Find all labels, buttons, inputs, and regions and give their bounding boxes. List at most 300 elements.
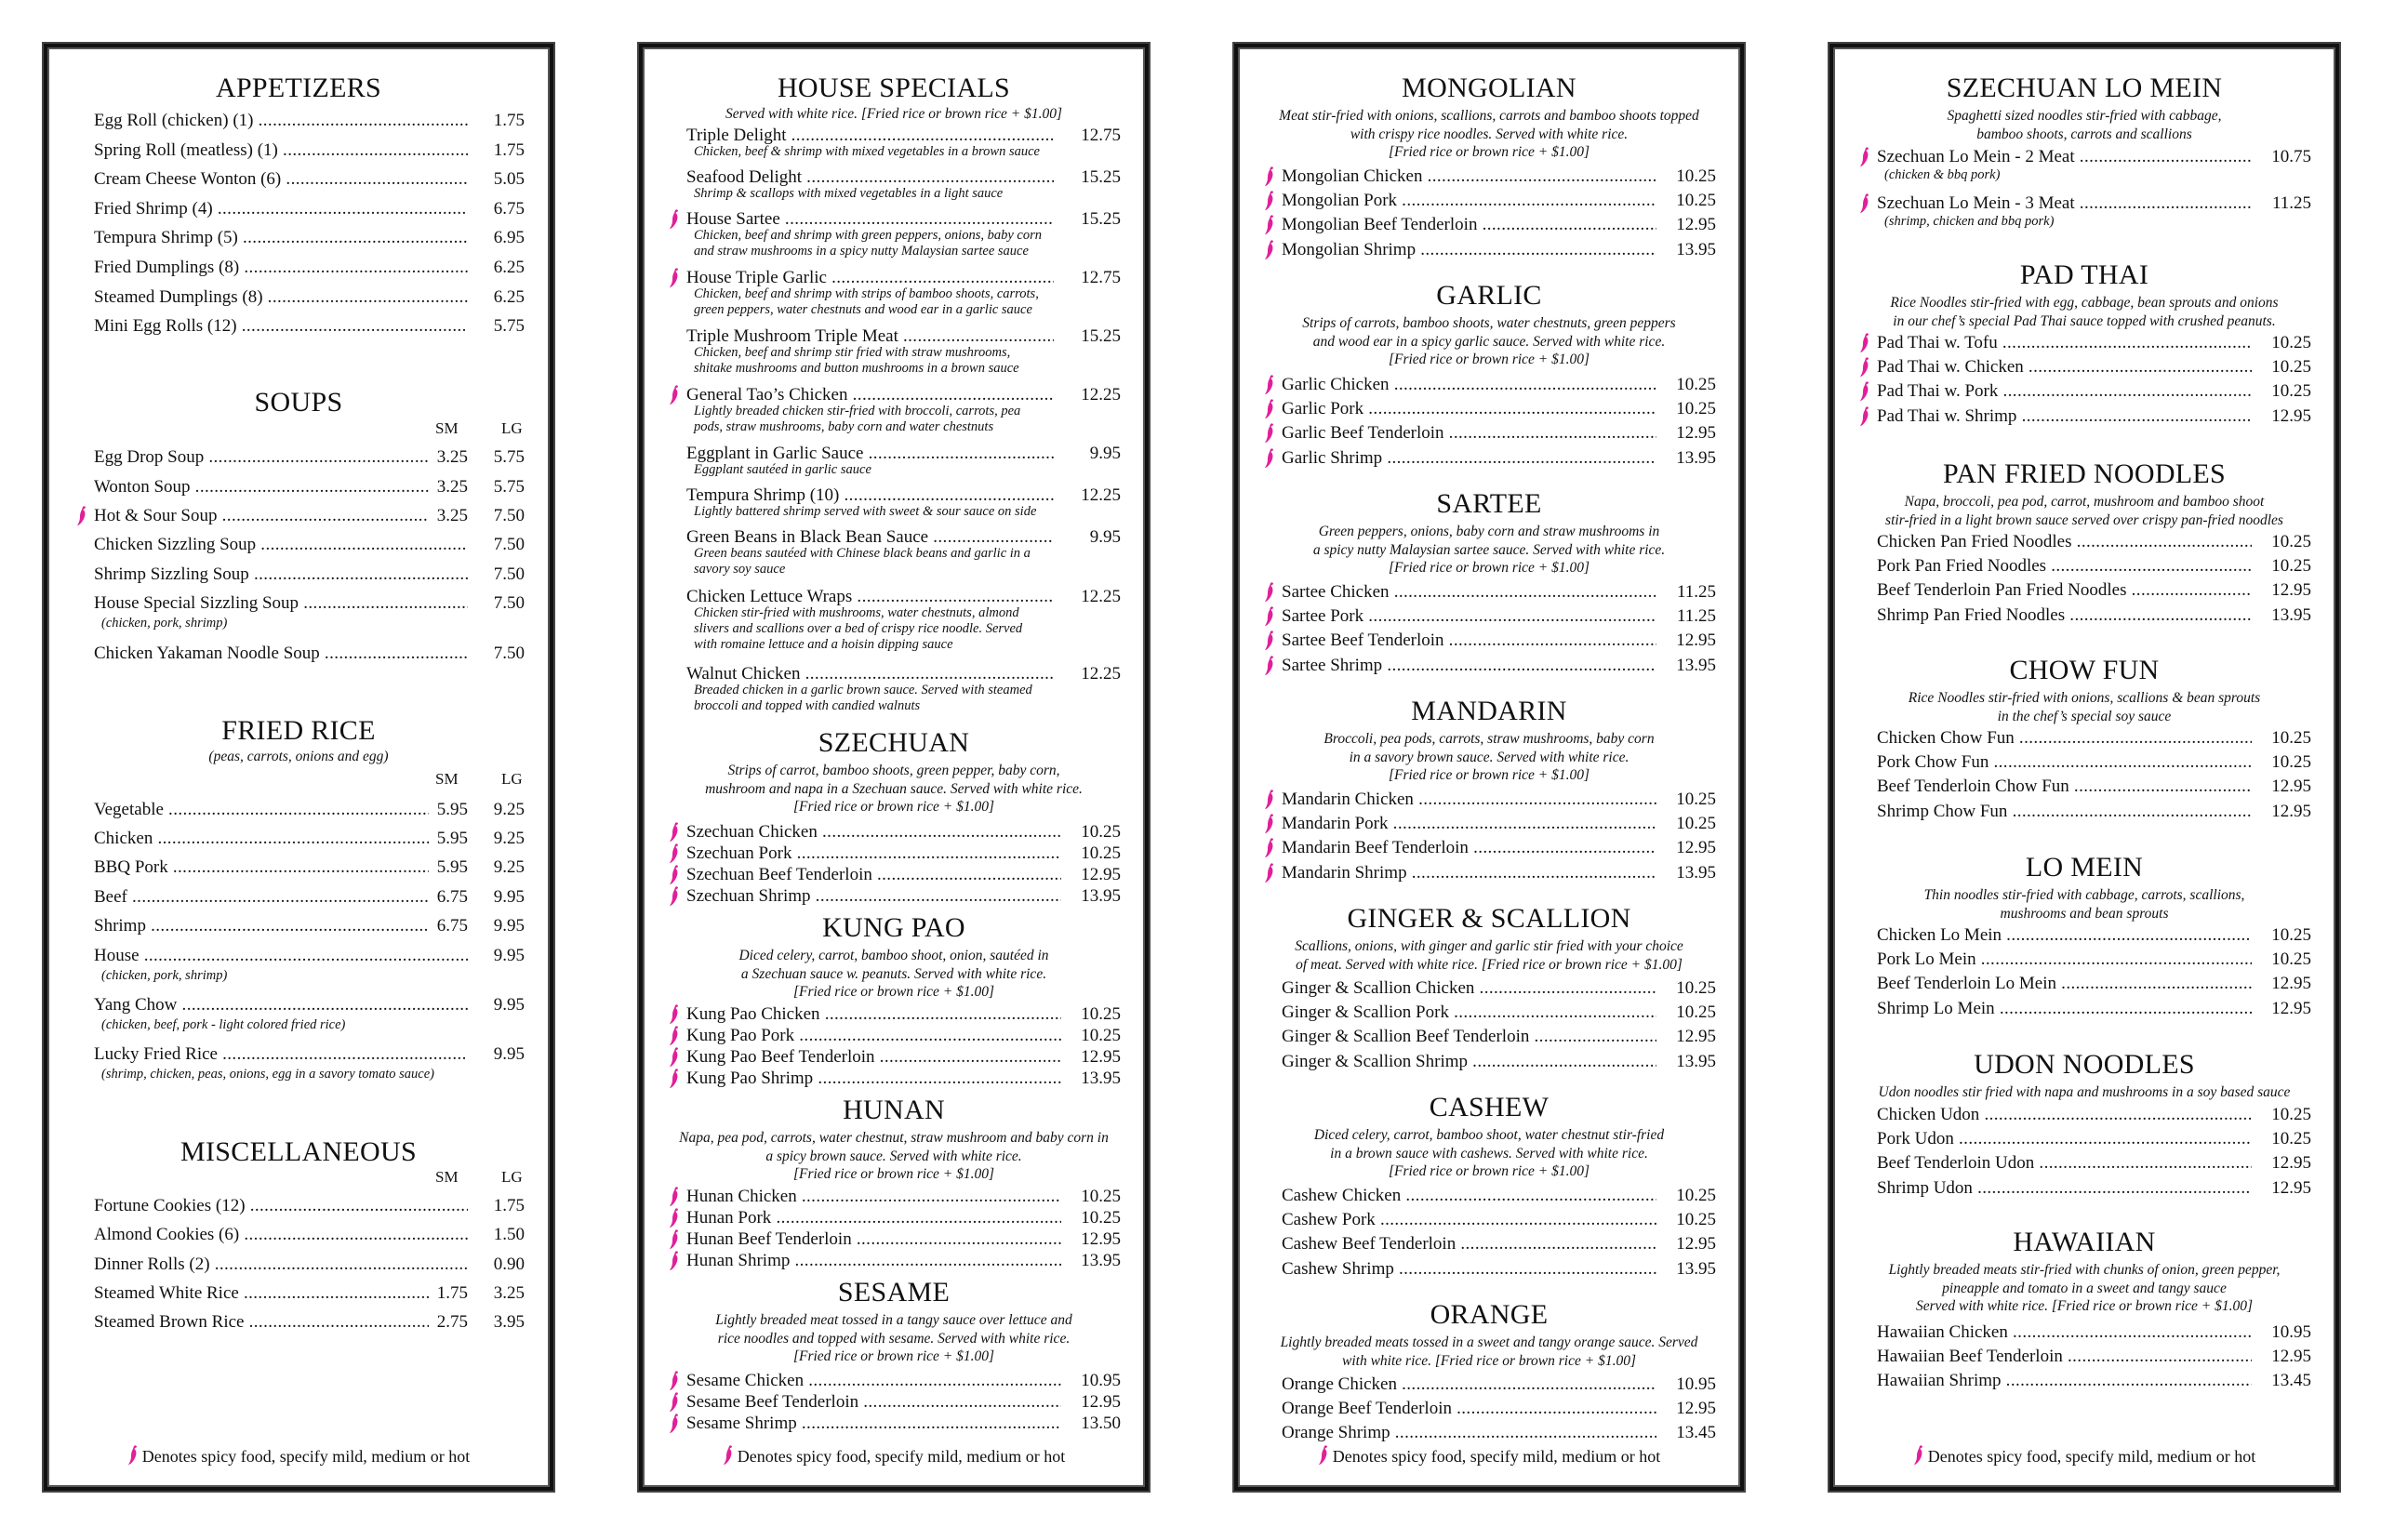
item-name (1877, 1151, 2252, 1175)
section-description: Napa, pea pod, carrots, water chestnut, straw mushroom and baby corn in (679, 1130, 1109, 1146)
item-price: 12.75 (1081, 126, 1121, 145)
item-price-small: 3.25 (429, 475, 468, 499)
item-name-text: Shrimp Sizzling Soup (94, 564, 249, 584)
item-name (1282, 1421, 1656, 1445)
item-price: 12.95 (2271, 974, 2311, 994)
item-name (1282, 165, 1656, 189)
spicy-pepper-icon (1264, 191, 1275, 211)
item-name (1282, 1257, 1656, 1281)
menu-item (1238, 189, 1740, 213)
item-name (1877, 331, 2252, 355)
spicy-pepper-icon (669, 1208, 680, 1228)
item-name-text: Hunan Beef Tenderloin (686, 1229, 852, 1249)
item-name (94, 885, 429, 909)
item-name-text: Ginger & Scallion Shrimp (1282, 1051, 1469, 1071)
item-name-text: Shrimp Pan Fried Noodles (1877, 604, 2066, 625)
item-price: 7.50 (493, 564, 525, 584)
menu-item (1833, 1151, 2335, 1175)
column-header-large: LG (501, 419, 523, 437)
item-name (686, 1067, 1061, 1091)
menu-item (643, 1412, 1145, 1436)
item-name-text: Almond Cookies (6) (94, 1225, 240, 1245)
item-name-text: Ginger & Scallion Pork (1282, 1002, 1449, 1023)
item-price: 10.25 (1676, 790, 1716, 809)
item-price: 7.50 (493, 644, 525, 663)
item-name-text: House Sartee (686, 209, 780, 229)
item-name-text: Cashew Pork (1282, 1210, 1376, 1230)
item-price: 12.95 (2271, 801, 2311, 821)
item-price: 12.95 (1676, 631, 1716, 651)
section-description: with crispy rice noodles. Served with white rice. (1350, 126, 1629, 142)
menu-item (1833, 972, 2335, 996)
spicy-pepper-icon (669, 1004, 680, 1025)
spicy-pepper-icon (669, 1229, 680, 1250)
section-title: HUNAN (843, 1095, 945, 1125)
item-price: 10.25 (1676, 1210, 1716, 1230)
menu-item (1238, 165, 1740, 189)
section-description: Strips of carrot, bamboo shoots, green pepper, baby corn, (727, 763, 1060, 778)
item-price: 13.45 (2271, 1371, 2311, 1391)
menu-item (47, 914, 550, 938)
item-price: 13.95 (1081, 886, 1121, 906)
item-price: 10.25 (1676, 399, 1716, 419)
menu-item (47, 109, 550, 133)
item-price: 10.25 (1081, 1187, 1121, 1206)
spicy-pepper-icon (669, 1026, 680, 1046)
menu-item (47, 197, 550, 221)
section-description: [Fried rice or brown rice + $1.00] (792, 799, 995, 815)
spicy-legend (1833, 1445, 2335, 1467)
item-name (94, 914, 429, 938)
section-description: [Fried rice or brown rice + $1.00] (792, 1348, 995, 1364)
menu-item (1833, 554, 2335, 578)
item-price: 9.95 (1089, 444, 1121, 463)
item-price: 10.25 (1081, 1208, 1121, 1228)
item-price: 0.90 (493, 1254, 525, 1274)
item-price-small: 5.95 (429, 856, 468, 880)
spicy-pepper-icon (669, 843, 680, 864)
item-name (1877, 355, 2252, 379)
spicy-pepper-icon (1264, 838, 1275, 858)
item-name-text: Chicken (94, 829, 153, 848)
item-name (1877, 604, 2252, 628)
item-price: 12.95 (1081, 1392, 1121, 1412)
menu-item (1238, 1184, 1740, 1208)
section-description: Broccoli, pea pods, carrots, straw mushrooms, baby corn (1324, 731, 1655, 747)
item-price-small: 1.75 (429, 1281, 468, 1306)
item-name-text: Pork Lo Mein (1877, 949, 1976, 970)
section-description: Served with white rice. [Fried rice or brown rice + $1.00] (1915, 1298, 2254, 1314)
item-price-small: 3.25 (429, 504, 468, 528)
menu-item (47, 798, 550, 822)
menu-item (1238, 421, 1740, 445)
spicy-pepper-icon (1859, 193, 1870, 214)
item-name (94, 1042, 468, 1067)
item-name-text: Pad Thai w. Tofu (1877, 333, 1998, 352)
menu-item (1833, 800, 2335, 824)
item-price: 7.50 (493, 535, 525, 554)
section-description: Rice Noodles stir-fried with egg, cabbage, bean sprouts and onions (1890, 295, 2279, 311)
item-name (1877, 948, 2252, 972)
item-price: 10.25 (2271, 949, 2311, 970)
item-price: 10.25 (1081, 822, 1121, 842)
section-title: SARTEE (1436, 488, 1542, 519)
item-name-text: Orange Beef Tenderloin (1282, 1399, 1452, 1419)
spicy-pepper-icon (1264, 240, 1275, 260)
section-description: [Fried rice or brown rice + $1.00] (792, 984, 995, 1000)
item-price: 6.95 (493, 228, 525, 248)
section-title: SESAME (837, 1277, 951, 1308)
menu-item (1238, 1208, 1740, 1232)
menu-item (1238, 580, 1740, 604)
item-note: Green beans sautéed with Chinese black beans and garlic in a (694, 546, 1031, 561)
menu-item (1238, 213, 1740, 237)
menu-item (643, 1067, 1145, 1091)
item-note: (chicken, pork, shrimp) (101, 968, 228, 983)
section-description: (peas, carrots, onions and egg) (208, 749, 389, 764)
item-name-text: Beef Tenderloin Udon (1877, 1153, 2035, 1174)
item-name (1282, 189, 1656, 213)
item-note: Chicken, beef & shrimp with mixed vegetables in a brown sauce (694, 144, 1040, 159)
spicy-pepper-icon (1264, 423, 1275, 444)
menu-item (1833, 331, 2335, 355)
item-name-text: Steamed Dumplings (8) (94, 286, 263, 307)
item-name (1877, 1369, 2252, 1393)
menu-item (47, 1281, 550, 1306)
section-description: Lightly breaded meats tossed in a sweet and tangy orange sauce. Served (1280, 1334, 1698, 1350)
menu-item (1238, 1373, 1740, 1397)
item-name-text: Ginger & Scallion Beef Tenderloin (1282, 1027, 1530, 1047)
section-description: [Fried rice or brown rice + $1.00] (1388, 767, 1590, 783)
item-price: 10.25 (1081, 843, 1121, 863)
item-price: 9.95 (493, 887, 525, 907)
item-name (1877, 1345, 2252, 1369)
menu-item (1238, 654, 1740, 678)
item-name-text: Mongolian Chicken (1282, 166, 1423, 186)
item-name (94, 1253, 468, 1277)
item-name (1282, 1373, 1656, 1397)
menu-item (47, 167, 550, 192)
section-description: in a brown sauce with cashews. Served with white rice. (1330, 1145, 1648, 1162)
item-price: 10.25 (2271, 752, 2311, 773)
menu-item (1238, 373, 1740, 397)
section-title: GARLIC (1436, 280, 1542, 311)
item-name-text: Wonton Soup (94, 477, 191, 497)
item-name (94, 563, 468, 587)
item-name-text: House Triple Garlic (686, 268, 827, 287)
item-name-text: Fried Dumplings (8) (94, 258, 240, 277)
item-price: 12.95 (1676, 215, 1716, 235)
item-price: 13.95 (1676, 447, 1716, 468)
item-name-text: Pad Thai w. Shrimp (1877, 405, 2017, 426)
spicy-pepper-icon (1264, 656, 1275, 676)
item-note: with romaine lettuce and a hoisin dipping sauce (694, 637, 953, 652)
menu-item (47, 504, 550, 528)
spicy-pepper-icon (669, 385, 680, 405)
item-price: 12.95 (2271, 1177, 2311, 1198)
item-name-text: Pork Pan Fried Noodles (1877, 556, 2047, 577)
item-name (1282, 788, 1656, 812)
menu-panel-4 (1829, 44, 2339, 1491)
item-note: (shrimp, chicken, peas, onions, egg in a savory tomato sauce) (101, 1067, 435, 1082)
item-name-text: Hawaiian Chicken (1877, 1322, 2008, 1342)
section-description: a spicy brown sauce. Served with white rice. (765, 1148, 1022, 1164)
menu-item (1238, 1025, 1740, 1049)
section-description: mushroom and napa in a Szechuan sauce. Served with white rice. (705, 780, 1083, 797)
item-price: 6.75 (493, 198, 525, 219)
section-description: Meat stir-fried with onions, scallions, carrots and bamboo shoots topped (1279, 108, 1699, 124)
column-header-large: LG (501, 770, 523, 788)
item-name (1282, 1184, 1656, 1208)
item-price-small: 6.75 (429, 885, 468, 909)
item-note: (chicken, pork, shrimp) (101, 616, 228, 631)
section-description: bamboo shoots, carrots and scallions (1976, 126, 2192, 142)
item-price: 12.25 (1081, 587, 1121, 606)
menu-item (1833, 1345, 2335, 1369)
menu-panel-1 (44, 44, 553, 1491)
item-price: 10.25 (1081, 1026, 1121, 1045)
item-price: 7.50 (493, 506, 525, 525)
item-name (94, 798, 429, 822)
item-name-text: Lucky Fried Rice (94, 1044, 218, 1064)
section-title: HOUSE SPECIALS (777, 73, 1011, 103)
item-price: 13.95 (1676, 239, 1716, 259)
item-price: 9.95 (493, 1044, 525, 1064)
menu-item (47, 563, 550, 587)
item-name-text: Sesame Shrimp (686, 1414, 797, 1433)
menu-item (1833, 1103, 2335, 1127)
item-price: 11.25 (1676, 606, 1716, 627)
menu-item (47, 1194, 550, 1218)
spicy-pepper-icon (1859, 406, 1870, 427)
menu-item (47, 285, 550, 310)
section-description: Scallions, onions, with ginger and garlic stir fried with your choice (1295, 938, 1683, 954)
item-name-text: Kung Pao Shrimp (686, 1069, 814, 1088)
item-price: 10.75 (2271, 147, 2311, 166)
item-name (1877, 554, 2252, 578)
item-name (1282, 1001, 1656, 1025)
item-note: (shrimp, chicken and bbq pork) (1884, 214, 2055, 229)
item-price: 10.25 (2271, 333, 2311, 352)
menu-item (47, 256, 550, 280)
spicy-pepper-icon (1264, 790, 1275, 810)
item-name-text: Fried Shrimp (4) (94, 198, 213, 219)
spicy-pepper-icon (669, 865, 680, 885)
section-description: in a savory brown sauce. Served with white rice. (1349, 749, 1629, 765)
item-note: and straw mushrooms in a spicy nutty Malaysian sartee sauce (694, 244, 1029, 259)
item-name-text: Orange Chicken (1282, 1374, 1397, 1394)
item-name (94, 533, 468, 557)
spicy-pepper-icon (669, 1251, 680, 1271)
column-header-small: SM (435, 419, 459, 437)
item-name (1282, 213, 1656, 237)
item-price: 12.95 (1676, 1027, 1716, 1047)
section-description: [Fried rice or brown rice + $1.00] (1388, 352, 1590, 367)
section-description: Thin noodles stir-fried with cabbage, carrots, scallions, (1923, 887, 2245, 903)
item-note: pods, straw mushrooms, baby corn and water chestnuts (694, 419, 994, 434)
item-price: 12.25 (1081, 385, 1121, 405)
item-price: 12.95 (2271, 580, 2311, 601)
menu-item (1238, 861, 1740, 885)
section-description: [Fried rice or brown rice + $1.00] (1388, 144, 1590, 160)
item-price: 10.25 (1676, 1002, 1716, 1023)
menu-item (1833, 192, 2335, 216)
menu-item (1833, 997, 2335, 1021)
menu-item (1238, 976, 1740, 1001)
section-title: APPETIZERS (215, 73, 382, 103)
menu-item (47, 139, 550, 163)
item-name (1282, 397, 1656, 421)
item-name-text: Hot & Sour Soup (94, 506, 218, 525)
item-note: savory soy sauce (694, 562, 786, 577)
menu-panel-3 (1234, 44, 1744, 1491)
item-name-text: Mini Egg Rolls (12) (94, 316, 237, 337)
item-name-text: Hawaiian Shrimp (1877, 1371, 2002, 1391)
menu-item (47, 642, 550, 666)
item-name-text: Sartee Beef Tenderloin (1282, 631, 1444, 651)
menu-item (1833, 379, 2335, 404)
item-name (1282, 836, 1656, 860)
section-description: rice noodles and topped with sesame. Served with white rice. (717, 1330, 1071, 1347)
item-name-text: Dinner Rolls (2) (94, 1254, 210, 1274)
item-name-text: Pad Thai w. Chicken (1877, 357, 2024, 378)
item-price: 12.95 (1676, 1234, 1716, 1255)
item-name-text: Chicken Udon (1877, 1105, 1980, 1124)
item-name (94, 139, 468, 163)
item-name-text: Orange Shrimp (1282, 1423, 1390, 1443)
item-name-text: Garlic Shrimp (1282, 447, 1383, 468)
section-title: PAN FRIED NOODLES (1942, 458, 2227, 489)
item-name (94, 1310, 429, 1334)
menu-item (1833, 948, 2335, 972)
item-price: 10.25 (1081, 1004, 1121, 1024)
item-name-text: Mongolian Pork (1282, 191, 1398, 211)
item-price: 5.75 (493, 316, 525, 337)
item-name-text: Szechuan Beef Tenderloin (686, 865, 872, 884)
item-name-text: Ginger & Scallion Chicken (1282, 978, 1475, 998)
menu-item (1833, 1127, 2335, 1151)
item-price: 15.25 (1081, 209, 1121, 229)
spicy-pepper-icon (1264, 166, 1275, 187)
item-price: 3.25 (493, 1282, 525, 1303)
item-note: (chicken & bbq pork) (1884, 167, 2001, 182)
item-price: 10.95 (2271, 1322, 2311, 1342)
item-name (1877, 192, 2252, 216)
item-price-small: 5.95 (429, 827, 468, 851)
item-name-text: Steamed White Rice (94, 1282, 239, 1303)
item-name (94, 944, 468, 968)
spicy-pepper-icon (127, 1445, 139, 1466)
item-name-text: Sesame Chicken (686, 1371, 805, 1390)
column-header-small: SM (435, 1168, 459, 1186)
item-price: 12.95 (1676, 423, 1716, 444)
item-name-text: Steamed Brown Rice (94, 1312, 245, 1333)
column-header-small: SM (435, 770, 459, 788)
item-name (1282, 976, 1656, 1001)
item-name-text: Mandarin Beef Tenderloin (1282, 838, 1469, 858)
item-name-text: Mongolian Beef Tenderloin (1282, 215, 1478, 235)
menu-item (1238, 1001, 1740, 1025)
item-price: 12.95 (1081, 1047, 1121, 1067)
item-price: 13.95 (2271, 604, 2311, 625)
item-name-text: Sesame Beef Tenderloin (686, 1392, 859, 1412)
item-name-text: Sartee Chicken (1282, 582, 1390, 602)
item-price: 10.25 (2271, 728, 2311, 748)
section-description: Diced celery, carrot, bamboo shoot, onion, sautéed in (738, 948, 1049, 963)
item-name (1877, 1321, 2252, 1345)
item-name (94, 314, 468, 339)
item-price: 10.25 (1676, 1186, 1716, 1205)
item-name (1282, 812, 1656, 836)
item-name (94, 591, 468, 616)
spicy-pepper-icon (1318, 1445, 1329, 1466)
menu-item (1833, 750, 2335, 775)
item-name-text: Spring Roll (meatless) (1) (94, 139, 278, 160)
item-name (94, 504, 429, 528)
item-name-text: Egg Roll (chicken) (1) (94, 111, 254, 130)
section-title: MISCELLANEOUS (180, 1136, 417, 1167)
item-note: Lightly breaded chicken stir-fried with broccoli, carrots, pea (694, 404, 1021, 418)
spicy-legend-text: Denotes spicy food, specify mild, medium or hot (737, 1447, 1066, 1466)
section-description: Spaghetti sized noodles stir-fried with cabbage, (1947, 108, 2222, 124)
menu-item (1238, 238, 1740, 262)
item-price: 13.95 (1676, 1258, 1716, 1279)
menu-item (1238, 812, 1740, 836)
item-price: 13.45 (1676, 1423, 1716, 1443)
menu-item (1238, 1397, 1740, 1421)
item-price: 10.25 (1676, 814, 1716, 834)
item-name-text: Triple Delight (686, 126, 787, 145)
menu-item (47, 856, 550, 880)
item-price: 3.95 (493, 1312, 525, 1333)
item-name-text: Cream Cheese Wonton (6) (94, 169, 282, 190)
menu-item (47, 591, 550, 616)
item-price: 9.25 (493, 800, 525, 819)
item-price: 10.25 (2271, 532, 2311, 551)
section-description: [Fried rice or brown rice + $1.00] (792, 1166, 995, 1182)
item-name-text: Chicken Lettuce Wraps (686, 587, 853, 606)
menu-item (1238, 1050, 1740, 1074)
item-price: 12.25 (1081, 485, 1121, 505)
item-name-text: Cashew Shrimp (1282, 1258, 1394, 1279)
item-name-text: Szechuan Lo Mein - 2 Meat (1877, 147, 2075, 166)
item-name-text: Chicken Lo Mein (1877, 925, 2002, 945)
menu-item (1833, 355, 2335, 379)
item-price: 9.25 (493, 857, 525, 877)
spicy-pepper-icon (669, 1187, 680, 1207)
item-name (1282, 580, 1656, 604)
menu-item (1238, 1257, 1740, 1281)
spicy-pepper-icon (669, 1392, 680, 1413)
item-name-text: BBQ Pork (94, 857, 168, 877)
item-price: 10.25 (1676, 978, 1716, 998)
item-price: 10.25 (1676, 375, 1716, 394)
item-name (1877, 1103, 2252, 1127)
section-title: KUNG PAO (822, 912, 965, 943)
section-description: in the chef’s special soy sauce (1997, 708, 2172, 724)
item-name (94, 856, 429, 880)
spicy-legend (47, 1445, 550, 1467)
section-title: UDON NOODLES (1974, 1049, 2195, 1080)
menu-item (47, 1310, 550, 1334)
item-name (1282, 1050, 1656, 1074)
item-price: 13.95 (1676, 655, 1716, 675)
item-name-text: Szechuan Pork (686, 843, 792, 863)
section-description: pineapple and tomato in a sweet and tangy sauce (1942, 1280, 2227, 1296)
item-name (1877, 145, 2252, 169)
item-note: shitake mushrooms and button mushrooms in a brown sauce (694, 361, 1019, 376)
menu-item (1833, 775, 2335, 799)
